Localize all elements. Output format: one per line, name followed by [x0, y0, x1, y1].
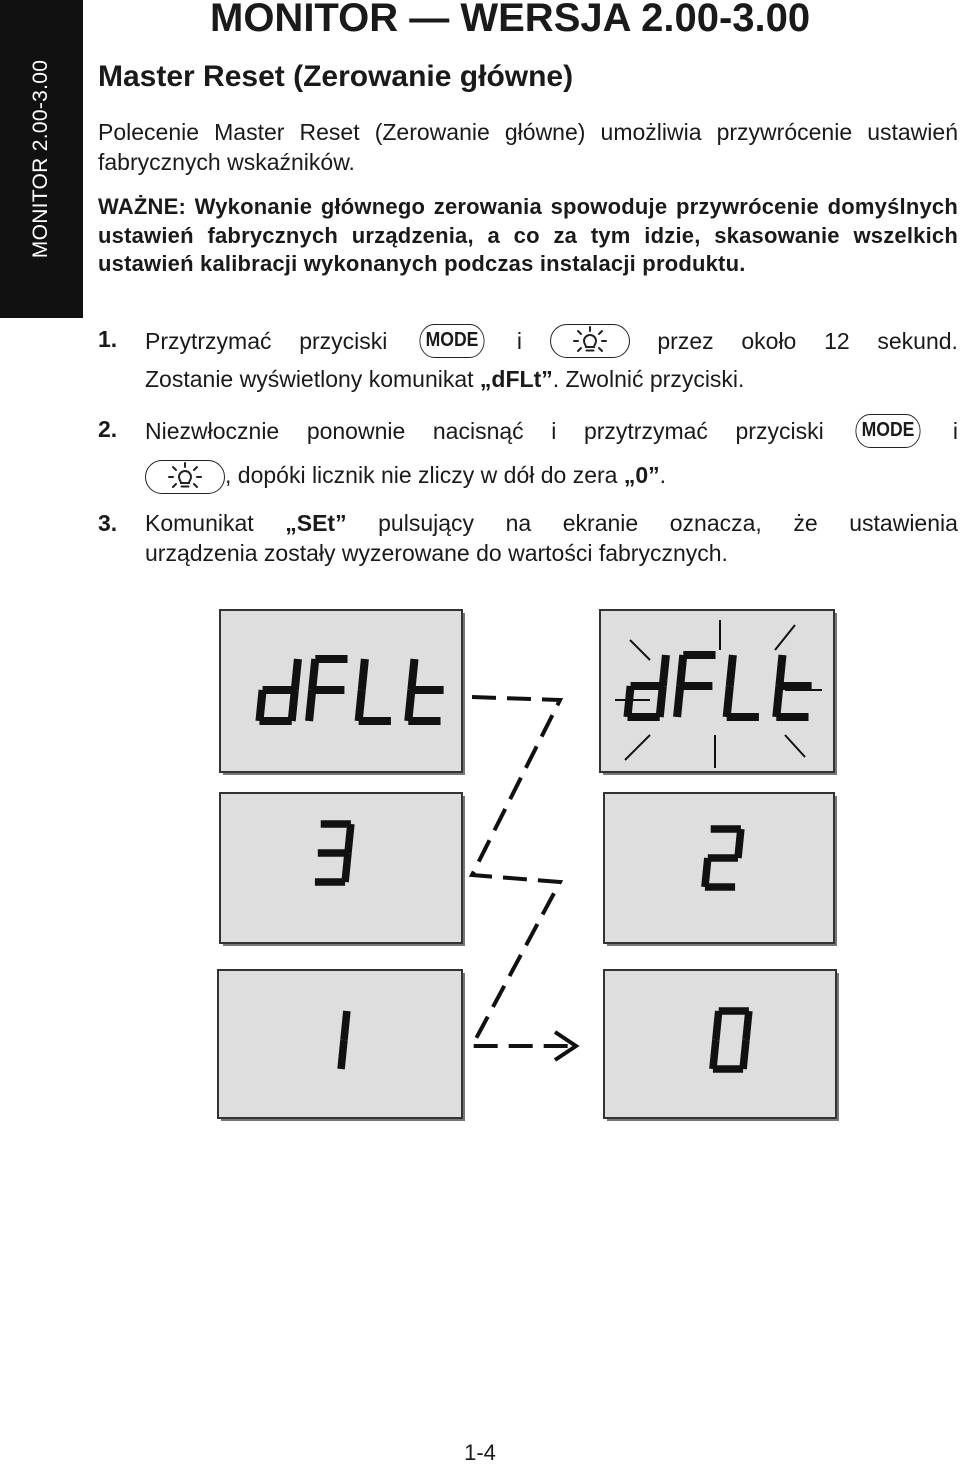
step-2-line-2: , dopóki licznik nie zliczy w dół do zera „0”.	[145, 460, 666, 494]
code-set: „SEt”	[285, 509, 347, 536]
page-title: MONITOR — WERSJA 2.00-3.00	[210, 0, 811, 40]
code-zero: „0”	[623, 462, 660, 489]
mode-button-icon: MODE	[856, 414, 921, 448]
dashed-connector-arrow	[472, 697, 576, 1060]
step-3-number: 3.	[98, 510, 118, 536]
display-dflt-blinking	[600, 610, 837, 775]
light-button-icon	[550, 324, 630, 358]
display-1	[218, 970, 465, 1121]
step-3-line-2: urządzenia zostały wyzerowane do wartości fabrycznych.	[145, 540, 728, 566]
light-button-icon	[145, 460, 225, 494]
step-2-number: 2.	[98, 416, 118, 442]
intro-paragraph: Polecenie Master Reset (Zerowanie główne) umożliwia przywrócenie ustawień fabrycznych wskaźników.	[98, 119, 958, 175]
step-1-line-1: Przytrzymać przyciski MODE i przez około 12 sekund.	[145, 322, 958, 360]
display-3	[220, 793, 465, 946]
code-dflt: „dFLt”	[479, 366, 553, 392]
step-1-line-2: Zostanie wyświetlony komunikat „dFLt”. Zwolnić przyciski.	[145, 366, 745, 392]
section-title: Master Reset (Zerowanie główne)	[98, 60, 574, 93]
step-2-line-1: Niezwłocznie ponownie nacisnąć i przytrzymać przyciski MODE i	[145, 412, 958, 450]
side-tab	[0, 0, 83, 318]
display-dflt	[220, 610, 465, 775]
warning-paragraph: WAŻNE: Wykonanie głównego zerowania spowoduje przywrócenie domyślnych ustawień fabrycznych urządzenia, a co za tym idzie, skasowanie wszelkich ustawień kalibracji wykonanych podczas instalacji produktu.	[98, 194, 958, 276]
mode-button-icon: MODE	[420, 324, 485, 358]
display-2	[604, 793, 837, 946]
page-number: 1-4	[464, 1440, 496, 1465]
side-tab-label: MONITOR 2.00-3.00	[29, 59, 52, 259]
lcd-countdown-figure	[0, 600, 960, 1130]
step-1-number: 1.	[98, 326, 118, 352]
step-3-line-1: Komunikat „SEt” pulsujący na ekranie oznacza, że ustawienia	[145, 509, 958, 536]
display-0	[604, 970, 839, 1121]
